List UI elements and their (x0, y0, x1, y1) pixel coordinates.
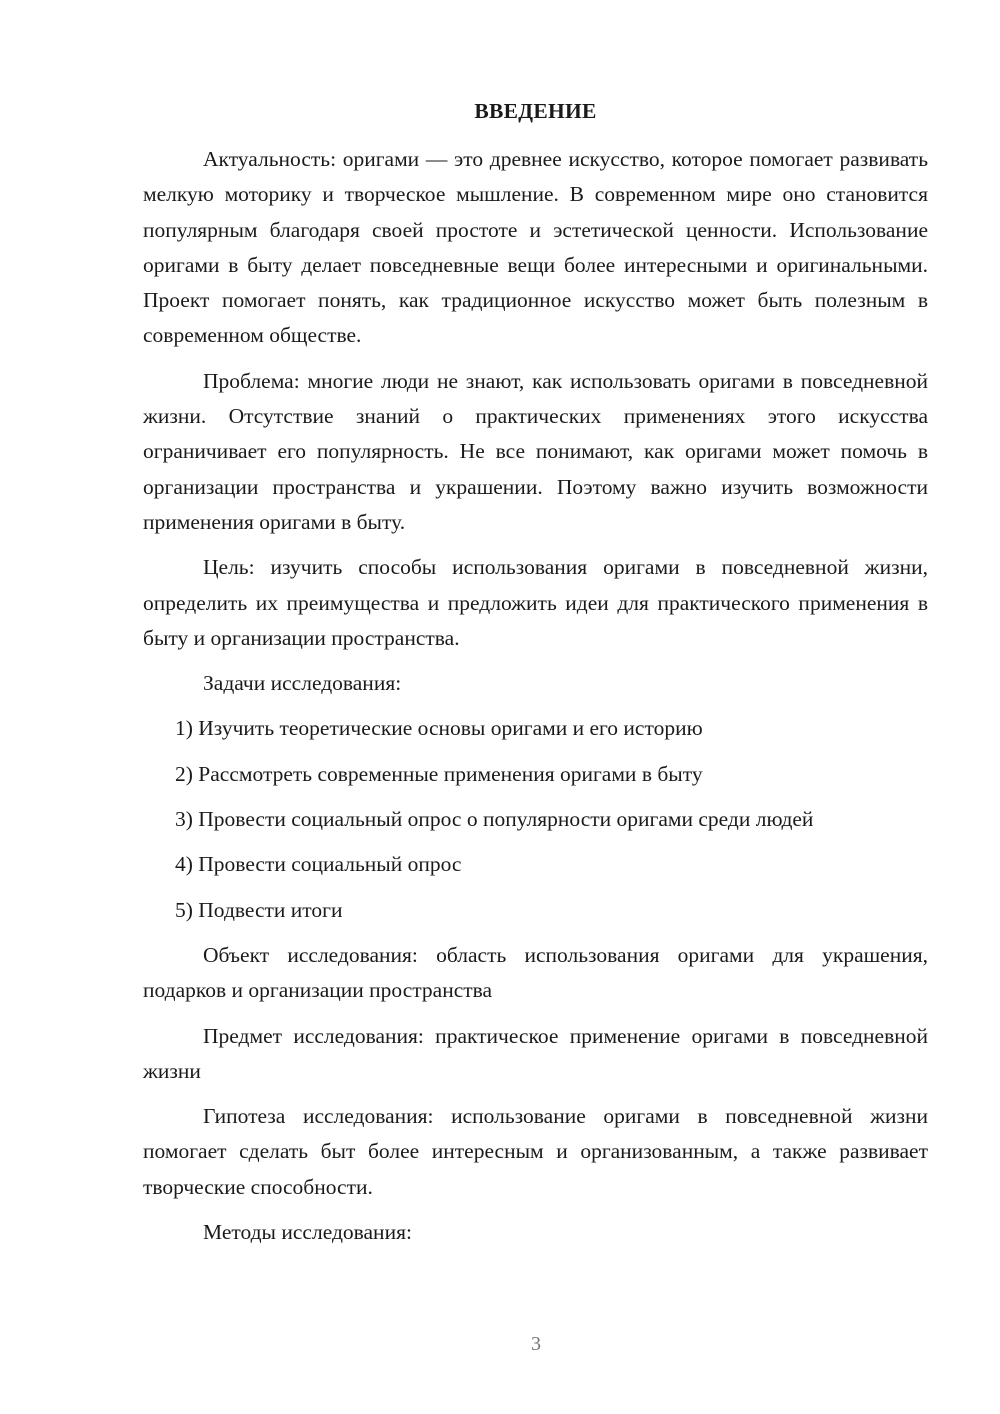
section-title: ВВЕДЕНИЕ (474, 99, 597, 123)
problem-paragraph: Проблема: многие люди не знают, как использовать оригами в повседневной жизни. Отсутствие знаний о практических применениях этого искусства ограничивает его популярность. Не все понимают, как оригами может помочь в организации пространства и украшении. Поэтому важно изучить возможности применения оригами в быту. (143, 368, 928, 534)
goal-paragraph: Цель: изучить способы использования оригами в повседневной жизни, определить их преимущества и предложить идеи для практического применения в быту и организации пространства. (143, 555, 928, 650)
task-item: 5) Подвести итоги (175, 897, 343, 922)
document-body (143, 95, 928, 1260)
task-item: 1) Изучить теоретические основы оригами и его историю (175, 716, 703, 741)
task-item: 3) Провести социальный опрос о популярности оригами среди людей (175, 807, 814, 832)
hypothesis-paragraph: Гипотеза исследования: использование оригами в повседневной жизни помогает сделать быт более интересным и организованным, а также развивает творческие способности. (143, 1104, 928, 1199)
relevance-paragraph: Актуальность: оригами — это древнее искусство, которое помогает развивать мелкую моторику и творческое мышление. В современном мире оно становится популярным благодаря своей простоте и эстетической ценности. Использование оригами в быту делает повседневные вещи более интересными и оригинальными. Проект помогает понять, как традиционное искусство может быть полезным в современном обществе. (143, 147, 928, 348)
subject-paragraph: Предмет исследования: практическое применение оригами в повседневной жизни (143, 1023, 928, 1083)
object-paragraph: Объект исследования: область использования оригами для украшения, подарков и организации пространства (143, 942, 928, 1003)
methods-heading: Методы исследования: (203, 1220, 412, 1245)
task-item: 4) Провести социальный опрос (175, 852, 462, 877)
page-number: 3 (531, 1333, 541, 1355)
task-item: 2) Рассмотреть современные применения оригами в быту (175, 761, 703, 786)
tasks-list (143, 711, 928, 927)
tasks-heading: Задачи исследования: (203, 671, 402, 696)
